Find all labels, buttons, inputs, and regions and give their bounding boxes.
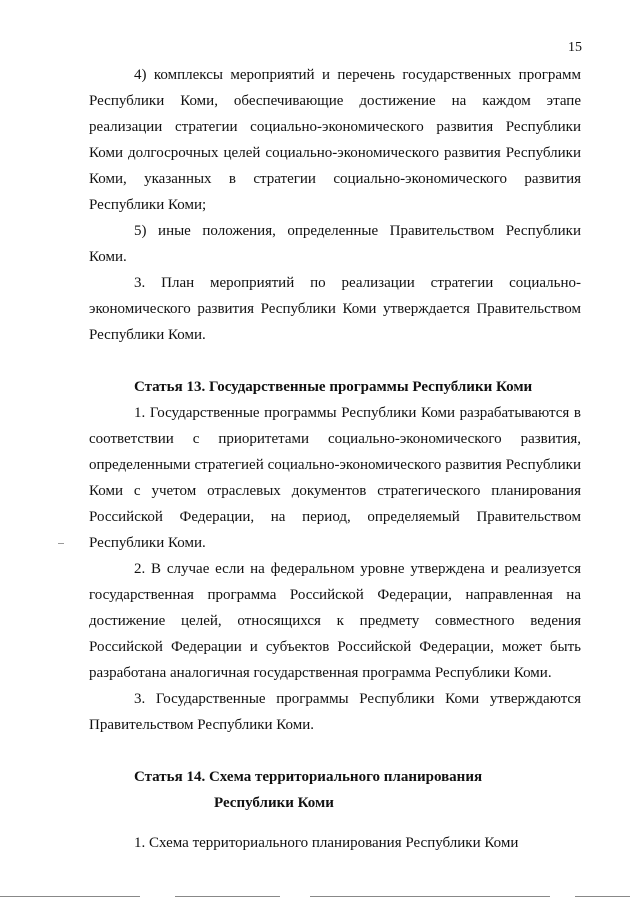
spacer xyxy=(89,816,581,830)
article-14-heading xyxy=(89,764,581,816)
scan-edge-line xyxy=(575,896,630,897)
spacer xyxy=(89,348,581,374)
article-13-paragraph-2: 2. В случае если на федеральном уровне утверждена и реализуется государственная программа Российской Федерации, направленная на достижение целей, относящихся к предмету совместного ведения Российской Федерации и субъектов Российской Федерации, может быть разработана аналогичная государственная программа Республики Коми. xyxy=(89,561,581,681)
scan-edge-line xyxy=(310,896,550,897)
page-number: 15 xyxy=(568,40,582,55)
paragraph-plan-measures: 3. План мероприятий по реализации стратегии социально-экономического развития Республики Коми утверждается Правительством Республики Коми. xyxy=(89,275,581,343)
article-13-heading: Статья 13. Государственные программы Республики Коми xyxy=(134,379,533,395)
list-item-5: 5) иные положения, определенные Правительством Республики Коми. xyxy=(89,223,581,265)
article-13-paragraph-3: 3. Государственные программы Республики Коми утверждаются Правительством Республики Коми. xyxy=(89,691,581,733)
list-item-4: 4) комплексы мероприятий и перечень государственных программ Республики Коми, обеспечивающие достижение на каждом этапе реализации стратегии социально-экономического развития Республики Коми долгосрочных целей социально-экономического развития Республики Коми, указанных в стратегии социально-экономического развития Республики Коми; xyxy=(89,67,581,213)
article-14-heading-line-2: Республики Коми xyxy=(214,795,334,811)
scan-edge-line xyxy=(0,896,140,897)
scan-mark xyxy=(58,543,64,544)
document-body xyxy=(89,62,581,856)
article-14-heading-line-1: Статья 14. Схема территориального планирования xyxy=(134,769,483,785)
spacer xyxy=(89,738,581,764)
article-13-paragraph-1: 1. Государственные программы Республики Коми разрабатываются в соответствии с приоритетами социально-экономического развития, определенными стратегией социально-экономического развития Республики Коми с учетом отраслевых документов стратегического планирования Российской Федерации, на период, определяемый Правительством Республики Коми. xyxy=(89,405,581,551)
scan-edge-line xyxy=(175,896,280,897)
article-14-paragraph-1: 1. Схема территориального планирования Республики Коми xyxy=(134,835,519,851)
